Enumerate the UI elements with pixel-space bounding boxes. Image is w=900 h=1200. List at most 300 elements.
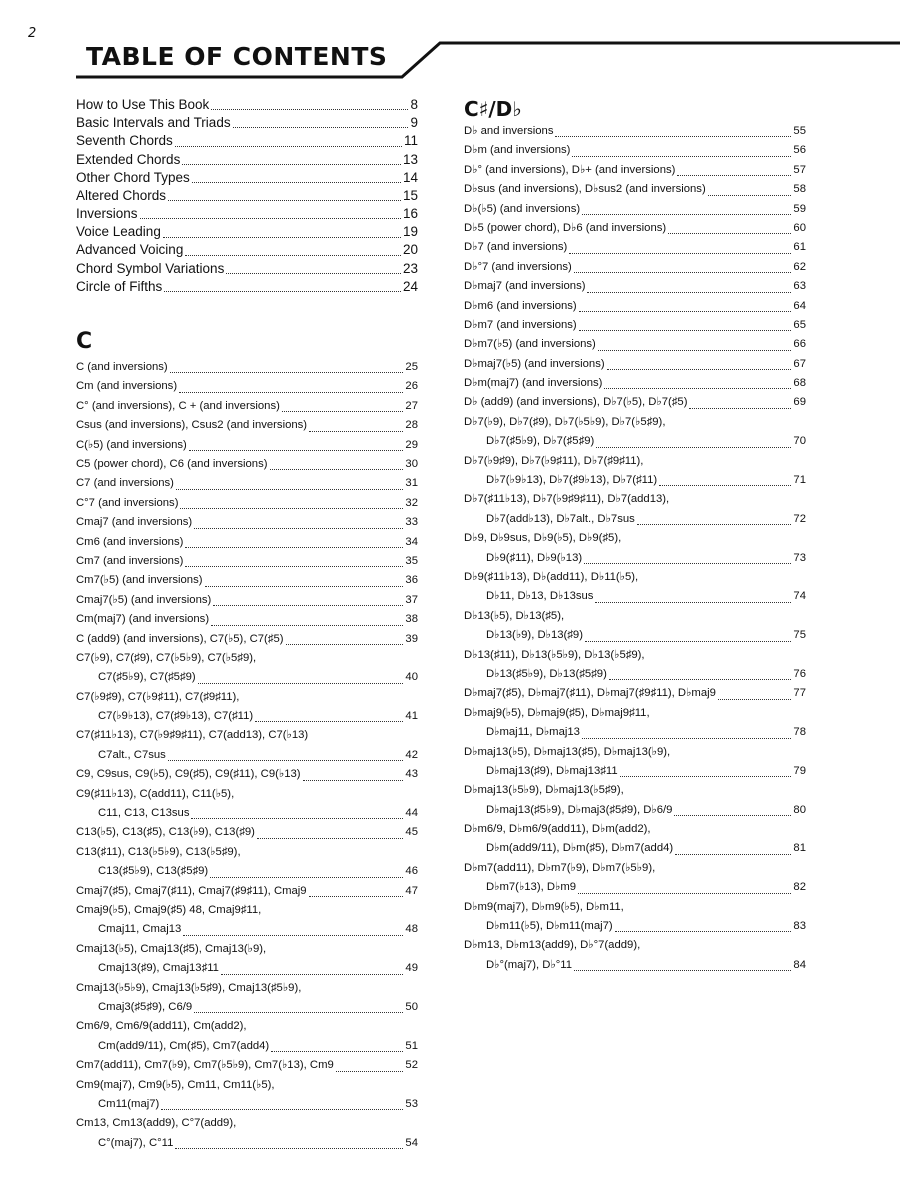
chord-entry-line: Cm13, Cm13(add9), C°7(add9), (76, 1117, 237, 1130)
chord-entry-line (464, 587, 806, 606)
toc-entry-page: 20 (402, 242, 418, 258)
chord-entry-line (464, 510, 806, 529)
chord-entry[interactable] (76, 513, 418, 532)
chord-entry-text: D♭ and inversions (464, 124, 554, 137)
chord-entry[interactable] (464, 684, 806, 703)
toc-entry[interactable] (76, 132, 418, 150)
dot-leader (582, 738, 791, 739)
dot-leader (585, 641, 791, 642)
chord-entry-line: Cm6/9, Cm6/9(add11), Cm(add2), (76, 1020, 247, 1033)
chord-entry-line (76, 397, 418, 416)
chord-entry-line (76, 959, 418, 978)
dot-leader (194, 1012, 403, 1013)
chord-entry-page: 59 (793, 202, 806, 215)
chord-entry-page: 37 (405, 593, 418, 606)
chord-entry-text: Cm11(maj7) (98, 1097, 160, 1110)
chord-entry-line (464, 956, 806, 975)
chord-entry[interactable] (76, 901, 418, 940)
chord-entry-page: 40 (405, 671, 418, 684)
dot-leader (192, 182, 401, 183)
chord-entry[interactable] (464, 122, 806, 141)
chord-entry-page: 41 (405, 710, 418, 723)
chord-entry-page: 57 (793, 163, 806, 176)
chord-entry-line (464, 316, 806, 335)
toc-entry-page: 23 (402, 260, 418, 276)
chord-entry[interactable] (464, 277, 806, 296)
chord-entry-text: Cm7(add11), Cm7(♭9), Cm7(♭5♭9), Cm7(♭13), Cm9 (76, 1059, 334, 1072)
chord-entry[interactable] (464, 529, 806, 568)
chord-entry-text: D♭m6 (and inversions) (464, 299, 577, 312)
chord-entry-line (76, 533, 418, 552)
chord-entry-page: 83 (793, 920, 806, 932)
chord-entry-text: Cm6 (and inversions) (76, 535, 184, 548)
chord-entry-page: 61 (793, 241, 806, 254)
chord-entry-text: C13(♯5♭9), C13(♯5♯9) (98, 865, 209, 878)
dot-leader (164, 291, 401, 292)
toc-entry-title: Altered Chords (76, 187, 167, 203)
chord-entry-text: C7(♯5♭9), C7(♯5♯9) (98, 671, 196, 684)
dot-leader (255, 721, 403, 722)
chord-entry-text: D♭°(maj7), D♭°11 (486, 958, 573, 971)
chord-entry-line (464, 374, 806, 393)
toc-entry-title: Advanced Voicing (76, 242, 184, 258)
dot-leader (211, 625, 403, 626)
chord-entry-text: D♭7(add♭13), D♭7alt., D♭7sus (486, 512, 635, 525)
chord-entry[interactable] (76, 882, 418, 901)
chord-entry-line (76, 746, 418, 765)
chord-entry-text: Cm7(♭5) (and inversions) (76, 574, 203, 587)
chord-entry-page: 39 (405, 632, 418, 645)
chord-entry[interactable] (464, 704, 806, 743)
dot-leader (555, 136, 791, 137)
chord-entry-text: C9, C9sus, C9(♭5), C9(♯5), C9(♯11), C9(♭13) (76, 768, 301, 781)
dot-leader (182, 164, 401, 165)
toc-entry[interactable] (76, 114, 418, 132)
chord-entry-page: 44 (405, 807, 418, 820)
chord-entry-line (464, 200, 806, 219)
chord-entry[interactable] (76, 416, 418, 435)
dot-leader (309, 431, 403, 432)
chord-entry-line (76, 882, 418, 901)
toc-entry-page: 16 (402, 206, 418, 222)
chord-entry-line: C7(♭9), C7(♯9), C7(♭5♭9), C7(♭5♯9), (76, 651, 257, 664)
chord-entry[interactable] (76, 1056, 418, 1075)
chord-entry-text: D♭13(♯5♭9), D♭13(♯5♯9) (486, 667, 607, 680)
chord-entry-line (464, 839, 806, 858)
chord-entry-line (76, 998, 418, 1017)
chord-entry[interactable] (76, 533, 418, 552)
dot-leader (170, 372, 404, 373)
chord-entry-line (464, 432, 806, 451)
chord-entry-page: 63 (793, 280, 806, 293)
dot-leader (569, 253, 791, 254)
dot-leader (609, 679, 792, 680)
chord-entry-text: D♭m (and inversions) (464, 144, 571, 157)
chord-entry-text: D♭m(maj7) (and inversions) (464, 377, 603, 390)
chord-entry[interactable] (76, 455, 418, 474)
toc-entry-title: Other Chord Types (76, 169, 190, 185)
chord-entry-text: D♭7(♭9♭13), D♭7(♯9♭13), D♭7(♯11) (486, 474, 658, 487)
chord-entry-page: 65 (793, 318, 806, 331)
chord-entry-page: 56 (793, 144, 806, 157)
chord-entry[interactable] (76, 358, 418, 377)
chord-entry[interactable] (464, 490, 806, 529)
toc-entry[interactable] (76, 187, 418, 205)
chord-entry-line (76, 765, 418, 784)
chord-entry[interactable] (464, 238, 806, 257)
toc-entry-title: Basic Intervals and Triads (76, 115, 231, 131)
chord-entry-line (76, 571, 418, 590)
chord-entry-page: 30 (405, 458, 418, 470)
chord-entry[interactable] (76, 397, 418, 416)
toc-entry[interactable] (76, 205, 418, 223)
chord-entry[interactable] (464, 743, 806, 782)
toc-entry-title: Circle of Fifths (76, 278, 163, 294)
chord-entry-line (464, 141, 806, 160)
chord-entry[interactable] (464, 607, 806, 646)
chord-entry-page: 84 (793, 958, 806, 971)
general-contents-list (76, 96, 418, 296)
toc-entry-title: Extended Chords (76, 151, 181, 167)
chord-entry-line: D♭7(♭9♯9), D♭7(♭9♯11), D♭7(♯9♯11), (464, 454, 644, 467)
chord-entry-page: 80 (793, 803, 806, 816)
chord-entry-text: Cmaj13(♯9), Cmaj13♯11 (98, 962, 219, 975)
chord-entry-page: 25 (405, 361, 418, 374)
chord-entry-text: D♭maj13(♯5♭9), D♭maj3(♯5♯9), D♭6/9 (486, 803, 673, 816)
chord-entry-text: C7 (and inversions) (76, 477, 174, 490)
dot-leader (637, 524, 792, 525)
chord-entry[interactable] (464, 781, 806, 820)
chord-entry-text: D♭7 (and inversions) (464, 241, 568, 254)
chord-entry-line (464, 238, 806, 257)
chord-entry-text: Cm(maj7) (and inversions) (76, 613, 210, 626)
chord-entry[interactable] (464, 200, 806, 219)
toc-entry[interactable] (76, 242, 418, 260)
chord-entry[interactable] (76, 1114, 418, 1153)
chord-entry[interactable] (76, 1076, 418, 1115)
chord-entry[interactable] (76, 377, 418, 396)
chord-entry-text: Cmaj7(♭5) (and inversions) (76, 593, 212, 606)
chord-entry-line: C7(♭9♯9), C7(♭9♯11), C7(♯9♯11), (76, 690, 240, 703)
chord-entry-line (76, 455, 418, 474)
chord-entry-text: D♭maj7 (and inversions) (464, 280, 586, 293)
dot-leader (574, 970, 791, 971)
chord-entry[interactable] (76, 979, 418, 1018)
chord-entry[interactable] (464, 646, 806, 685)
chord-entry-page: 28 (405, 419, 418, 432)
chord-entry[interactable] (464, 141, 806, 160)
chord-entry-text: C7alt., C7sus (98, 748, 166, 761)
toc-entry-page: 8 (410, 96, 418, 112)
chord-entry-line (464, 219, 806, 238)
dot-leader (175, 1148, 403, 1149)
dot-leader (689, 408, 791, 409)
chord-entry[interactable] (464, 936, 806, 975)
chord-entry-line (76, 436, 418, 455)
toc-entry-page: 19 (402, 224, 418, 240)
dot-leader (213, 605, 403, 606)
chord-entry-page: 35 (405, 554, 418, 567)
chord-entry-page: 45 (405, 826, 418, 839)
chord-entry-page: 74 (793, 590, 806, 603)
chord-entry-page: 64 (793, 299, 806, 312)
chord-entry-line (76, 862, 418, 881)
dot-leader (674, 815, 791, 816)
chord-entry-text: D♭maj11, D♭maj13 (486, 726, 580, 739)
chord-entry-line (76, 823, 418, 842)
chord-entry-page: 66 (793, 338, 806, 351)
toc-entry[interactable] (76, 169, 418, 187)
chord-entry-line: Cmaj13(♭5), Cmaj13(♯5), Cmaj13(♭9), (76, 942, 267, 955)
chord-entry-line: D♭7(♭9), D♭7(♯9), D♭7(♭5♭9), D♭7(♭5♯9), (464, 415, 666, 428)
chord-entry-text: D♭maj7(♯5), D♭maj7(♯11), D♭maj7(♯9♯11), D♭maj9 (464, 687, 716, 700)
dot-leader (189, 450, 404, 451)
chord-entry[interactable] (76, 591, 418, 610)
chord-entry-text: C11, C13, C13sus (98, 807, 190, 820)
chord-entry-page: 34 (405, 535, 418, 548)
toc-entry-page: 24 (402, 278, 418, 294)
chord-entry-text: D♭13(♭9), D♭13(♯9) (486, 629, 583, 642)
chord-entry[interactable] (76, 436, 418, 455)
chord-entry-line (464, 297, 806, 316)
chord-entry-page: 48 (405, 923, 418, 936)
chord-entry[interactable] (464, 568, 806, 607)
chord-entry-line (76, 1037, 418, 1056)
toc-entry-page: 9 (410, 115, 418, 131)
chord-entry-line (464, 180, 806, 199)
chord-entry-line: Cm9(maj7), Cm9(♭5), Cm11, Cm11(♭5), (76, 1078, 275, 1091)
chord-entry-line (76, 804, 418, 823)
toc-entry[interactable] (76, 260, 418, 278)
chord-entry-text: D♭11, D♭13, D♭13sus (486, 590, 594, 603)
dot-leader (675, 854, 791, 855)
chord-entry[interactable] (76, 649, 418, 688)
chord-entry-text: Cm (and inversions) (76, 380, 178, 393)
chord-entry[interactable] (76, 1017, 418, 1056)
chord-entry-page: 58 (793, 183, 806, 196)
chord-entry[interactable] (76, 940, 418, 979)
dot-leader (659, 485, 791, 486)
dot-leader (233, 127, 409, 128)
dot-leader (168, 760, 404, 761)
chord-entry-text: Cmaj11, Cmaj13 (98, 923, 182, 936)
chord-entry[interactable] (76, 610, 418, 629)
chord-entry-page: 76 (793, 667, 806, 680)
chord-entry-text: D♭(♭5) (and inversions) (464, 202, 581, 215)
chord-entry-page: 68 (793, 377, 806, 390)
toc-entry[interactable] (76, 278, 418, 296)
dot-leader (572, 156, 791, 157)
chord-entry-text: C5 (power chord), C6 (and inversions) (76, 458, 268, 470)
dot-leader (587, 292, 791, 293)
dot-leader (163, 237, 401, 238)
dot-leader (185, 547, 403, 548)
chord-entry-line: Cmaj9(♭5), Cmaj9(♯5) 48, Cmaj9♯11, (76, 904, 262, 916)
chord-entry-page: 27 (405, 399, 418, 412)
chord-entry-text: C (and inversions) (76, 361, 168, 374)
chord-entry-page: 81 (793, 842, 806, 855)
chord-entry-text: D♭maj13(♯9), D♭maj13♯11 (486, 764, 618, 777)
toc-entry-page: 11 (403, 133, 418, 149)
chord-entry-text: Csus (and inversions), Csus2 (and inversions) (76, 419, 308, 432)
toc-entry-page: 13 (402, 151, 418, 167)
chord-entry-line: D♭m6/9, D♭m6/9(add11), D♭m(add2), (464, 823, 651, 836)
chord-entry-page: 46 (405, 865, 418, 878)
chord-entry-text: D♭m7(♭13), D♭m9 (486, 881, 577, 894)
chord-entry-text: D♭ (add9) (and inversions), D♭7(♭5), D♭7(♯5) (464, 396, 688, 409)
chord-entry-text: D♭m11(♭5), D♭m11(maj7) (486, 920, 613, 932)
dot-leader (607, 369, 792, 370)
chord-entry[interactable] (76, 843, 418, 882)
chord-entry-text: D♭m7(♭5) (and inversions) (464, 338, 596, 351)
dot-leader (140, 218, 401, 219)
chord-entry-line (76, 513, 418, 532)
chord-entry[interactable] (76, 474, 418, 493)
dot-leader (180, 508, 403, 509)
chord-entry[interactable] (76, 552, 418, 571)
dot-leader (185, 255, 401, 256)
toc-entry-title: Chord Symbol Variations (76, 260, 225, 276)
chord-entry-line (464, 355, 806, 374)
dot-leader (579, 311, 792, 312)
chord-entry-page: 31 (405, 477, 418, 490)
chord-entry[interactable] (464, 413, 806, 452)
chord-entry[interactable] (464, 393, 806, 412)
dot-leader (574, 272, 792, 273)
chord-entry-line (76, 707, 418, 726)
dot-leader (708, 195, 792, 196)
chord-entry-page: 47 (405, 884, 418, 897)
dot-leader (270, 469, 404, 470)
chord-entry-text: D♭°7 (and inversions) (464, 260, 572, 273)
chord-entry[interactable] (464, 161, 806, 180)
chord-entry[interactable] (76, 785, 418, 824)
dot-leader (176, 489, 403, 490)
chord-entry-line (464, 161, 806, 180)
chord-entry-text: C°(maj7), C°11 (98, 1136, 174, 1149)
chord-entry-line: D♭9(♯11♭13), D♭(add11), D♭11(♭5), (464, 570, 639, 583)
chord-entry-line: D♭maj13(♭5♭9), D♭maj13(♭5♯9), (464, 784, 624, 797)
chord-entry-page: 72 (793, 512, 806, 525)
chord-entry-page: 43 (405, 768, 418, 781)
dot-leader (598, 350, 792, 351)
chord-entry-text: Cm(add9/11), Cm(♯5), Cm7(add4) (98, 1039, 270, 1052)
section-c-entries (76, 358, 418, 1153)
chord-entry-text: C (add9) (and inversions), C7(♭5), C7(♯5) (76, 632, 284, 645)
toc-entry-page: 14 (402, 169, 418, 185)
page-number: 2 (28, 26, 37, 41)
chord-entry-text: Cmaj3(♯5♯9), C6/9 (98, 1000, 193, 1013)
chord-entry-page: 67 (793, 357, 806, 370)
chord-entry-page: 75 (793, 629, 806, 642)
chord-entry-page: 79 (793, 764, 806, 777)
chord-entry-line: D♭m7(add11), D♭m7(♭9), D♭m7(♭5♭9), (464, 861, 656, 874)
dot-leader (211, 109, 408, 110)
dot-leader (175, 146, 402, 147)
dot-leader (183, 935, 403, 936)
chord-entry[interactable] (464, 820, 806, 859)
chord-entry-line (464, 122, 806, 141)
toc-entry[interactable] (76, 96, 418, 114)
dot-leader (677, 175, 791, 176)
toc-entry-title: How to Use This Book (76, 96, 210, 112)
dot-leader (718, 699, 792, 700)
section-heading-c-sharp-d-flat: C♯/D♭ (464, 97, 522, 121)
chord-entry-page: 70 (793, 435, 806, 448)
chord-entry[interactable] (76, 630, 418, 649)
chord-entry-line (76, 920, 418, 939)
chord-entry[interactable] (464, 180, 806, 199)
toc-entry-page: 15 (402, 187, 418, 203)
chord-entry-text: C7(♭9♭13), C7(♯9♭13), C7(♯11) (98, 710, 254, 723)
dot-leader (309, 896, 404, 897)
chord-entry-page: 36 (405, 574, 418, 587)
chord-entry-line (464, 258, 806, 277)
chord-entry-line: D♭7(♯11♭13), D♭7(♭9♯9♯11), D♭7(add13), (464, 493, 670, 506)
chord-entry-line (464, 723, 806, 742)
chord-entry-text: C°7 (and inversions) (76, 496, 179, 509)
chord-entry[interactable] (464, 355, 806, 374)
toc-entry[interactable] (76, 223, 418, 241)
chord-entry-page: 54 (405, 1136, 418, 1149)
chord-entry-line (464, 665, 806, 684)
toc-entry[interactable] (76, 151, 418, 169)
chord-entry[interactable] (464, 219, 806, 238)
chord-entry-line (76, 358, 418, 377)
chord-entry-line: D♭13(♭5), D♭13(♯5), (464, 609, 565, 622)
chord-entry-line (76, 1095, 418, 1114)
dot-leader (604, 388, 791, 389)
chord-entry[interactable] (464, 452, 806, 491)
chord-entry[interactable] (464, 297, 806, 316)
chord-entry-line (464, 277, 806, 296)
chord-entry-line (76, 552, 418, 571)
chord-entry[interactable] (76, 823, 418, 842)
dot-leader (194, 528, 403, 529)
chord-entry-line: D♭13(♯11), D♭13(♭5♭9), D♭13(♭5♯9), (464, 648, 645, 661)
chord-entry[interactable] (76, 765, 418, 784)
chord-entry[interactable] (464, 374, 806, 393)
chord-entry-page: 69 (793, 396, 806, 409)
chord-entry-text: D♭m(add9/11), D♭m(♯5), D♭m7(add4) (486, 842, 674, 855)
dot-leader (179, 392, 403, 393)
chord-entry[interactable] (464, 316, 806, 335)
chord-entry[interactable] (76, 571, 418, 590)
chord-entry[interactable] (464, 859, 806, 898)
chord-entry-page: 38 (405, 613, 418, 626)
chord-entry[interactable] (76, 726, 418, 765)
chord-entry-line (464, 801, 806, 820)
chord-entry[interactable] (464, 898, 806, 937)
chord-entry-line: D♭9, D♭9sus, D♭9(♭5), D♭9(♯5), (464, 532, 622, 545)
chord-entry[interactable] (76, 688, 418, 727)
dot-leader (615, 931, 792, 932)
chord-entry-line (464, 393, 806, 412)
chord-entry-page: 50 (405, 1000, 418, 1013)
chord-entry-line (76, 591, 418, 610)
chord-entry[interactable] (464, 258, 806, 277)
section-c-sharp-d-flat-entries (464, 122, 806, 975)
chord-entry-page: 52 (405, 1059, 418, 1072)
chord-entry-text: C° (and inversions), C + (and inversions) (76, 399, 280, 412)
chord-entry[interactable] (464, 335, 806, 354)
chord-entry[interactable] (76, 494, 418, 513)
toc-entry-title: Seventh Chords (76, 133, 173, 149)
chord-entry-line (464, 762, 806, 781)
chord-entry-line: Cmaj13(♭5♭9), Cmaj13(♭5♯9), Cmaj13(♯5♭9), (76, 981, 302, 994)
dot-leader (282, 411, 404, 412)
chord-entry-text: D♭maj7(♭5) (and inversions) (464, 357, 605, 370)
